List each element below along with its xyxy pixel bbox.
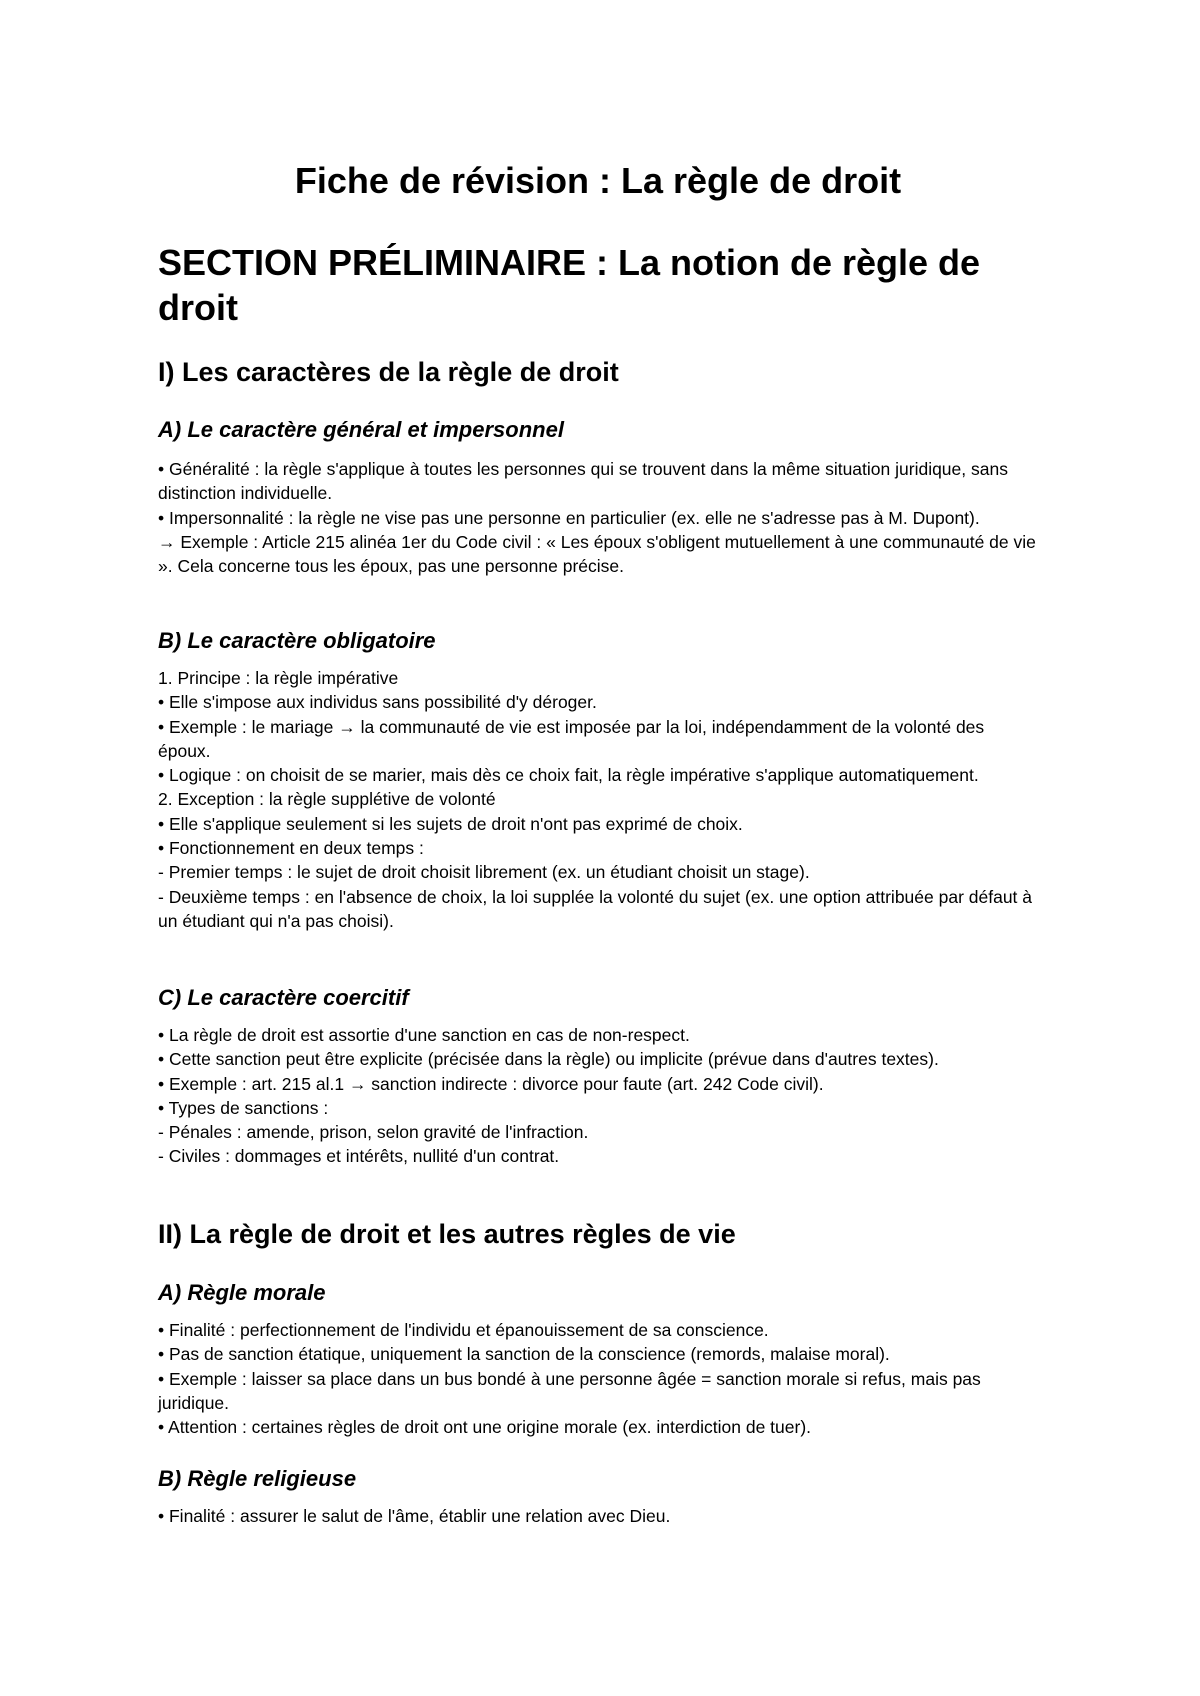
part1-heading: I) Les caractères de la règle de droit	[158, 357, 619, 387]
paragraph-line: • Finalité : assurer le salut de l'âme, établir une relation avec Dieu.	[158, 1506, 671, 1526]
part2-heading: II) La règle de droit et les autres règles de vie	[158, 1219, 736, 1249]
paragraph-line: • Généralité : la règle s'applique à toutes les personnes qui se trouvent dans la même situation juridique, sans distinction individuelle.	[158, 459, 1008, 504]
paragraph-line: - Deuxième temps : en l'absence de choix, la loi supplée la volonté du sujet (ex. une option attribuée par défaut à un étudiant qui n'a pas choisi).	[158, 886, 1033, 931]
paragraph-line: 2. Exception : la règle supplétive de volonté	[158, 789, 496, 810]
paragraph-line: - Civiles : dommages et intérêts, nullité d'un contrat.	[158, 1146, 560, 1167]
part2-b-body	[158, 1504, 1038, 1528]
paragraph-line: → Exemple : Article 215 alinéa 1er du Code civil : « Les époux s'obligent mutuellement à une communauté de vie ». Cela concerne tous les époux, pas une personne précise.	[158, 531, 1036, 577]
paragraph-line: • Elle s'impose aux individus sans possibilité d'y déroger.	[158, 692, 597, 713]
part2-a-body	[158, 1318, 1038, 1439]
paragraph-line: • Attention : certaines règles de droit ont une origine morale (ex. interdiction de tuer).	[158, 1417, 812, 1438]
paragraph-line: • Fonctionnement en deux temps :	[158, 838, 424, 859]
paragraph-line: - Premier temps : le sujet de droit choisit librement (ex. un étudiant choisit un stage).	[158, 862, 810, 883]
part1-c-heading: C) Le caractère coercitif	[158, 985, 409, 1010]
paragraph-line: • Exemple : laisser sa place dans un bus bondé à une personne âgée = sanction morale si refus, mais pas juridique.	[158, 1368, 981, 1413]
part2-a-heading: A) Règle morale	[158, 1280, 326, 1305]
paragraph-line: • Logique : on choisit de se marier, mais dès ce choix fait, la règle impérative s'applique automatiquement.	[158, 765, 979, 786]
part1-b-body	[158, 666, 1038, 933]
paragraph-line: • Impersonnalité : la règle ne vise pas une personne en particulier (ex. elle ne s'adresse pas à M. Dupont).	[158, 507, 980, 528]
paragraph-line: • Exemple : le mariage → la communauté de vie est imposée par la loi, indépendamment de la volonté des époux.	[158, 716, 985, 761]
part1-b-heading: B) Le caractère obligatoire	[158, 628, 436, 653]
paragraph-line: • Types de sanctions :	[158, 1097, 329, 1118]
part2-b-heading: B) Règle religieuse	[158, 1466, 357, 1491]
paragraph-line: • Pas de sanction étatique, uniquement la sanction de la conscience (remords, malaise moral).	[158, 1344, 890, 1365]
paragraph-line: • Finalité : perfectionnement de l'individu et épanouissement de sa conscience.	[158, 1320, 769, 1340]
paragraph-line: • Cette sanction peut être explicite (précisée dans la règle) ou implicite (prévue dans d'autres textes).	[158, 1049, 939, 1070]
document-title: Fiche de révision : La règle de droit	[294, 160, 902, 201]
paragraph-line: • Elle s'applique seulement si les sujets de droit n'ont pas exprimé de choix.	[158, 813, 743, 834]
paragraph-line: 1. Principe : la règle impérative	[158, 668, 399, 688]
part1-c-body	[158, 1023, 1038, 1169]
part1-a-heading: A) Le caractère général et impersonnel	[158, 417, 564, 442]
paragraph-line: • La règle de droit est assortie d'une sanction en cas de non-respect.	[158, 1025, 690, 1045]
part1-a-body	[158, 457, 1038, 578]
paragraph-line: - Pénales : amende, prison, selon gravité de l'infraction.	[158, 1122, 589, 1143]
section-title: SECTION PRÉLIMINAIRE : La notion de règle de droit	[158, 242, 981, 328]
paragraph-line: • Exemple : art. 215 al.1 → sanction indirecte : divorce pour faute (art. 242 Code civil).	[158, 1073, 824, 1094]
